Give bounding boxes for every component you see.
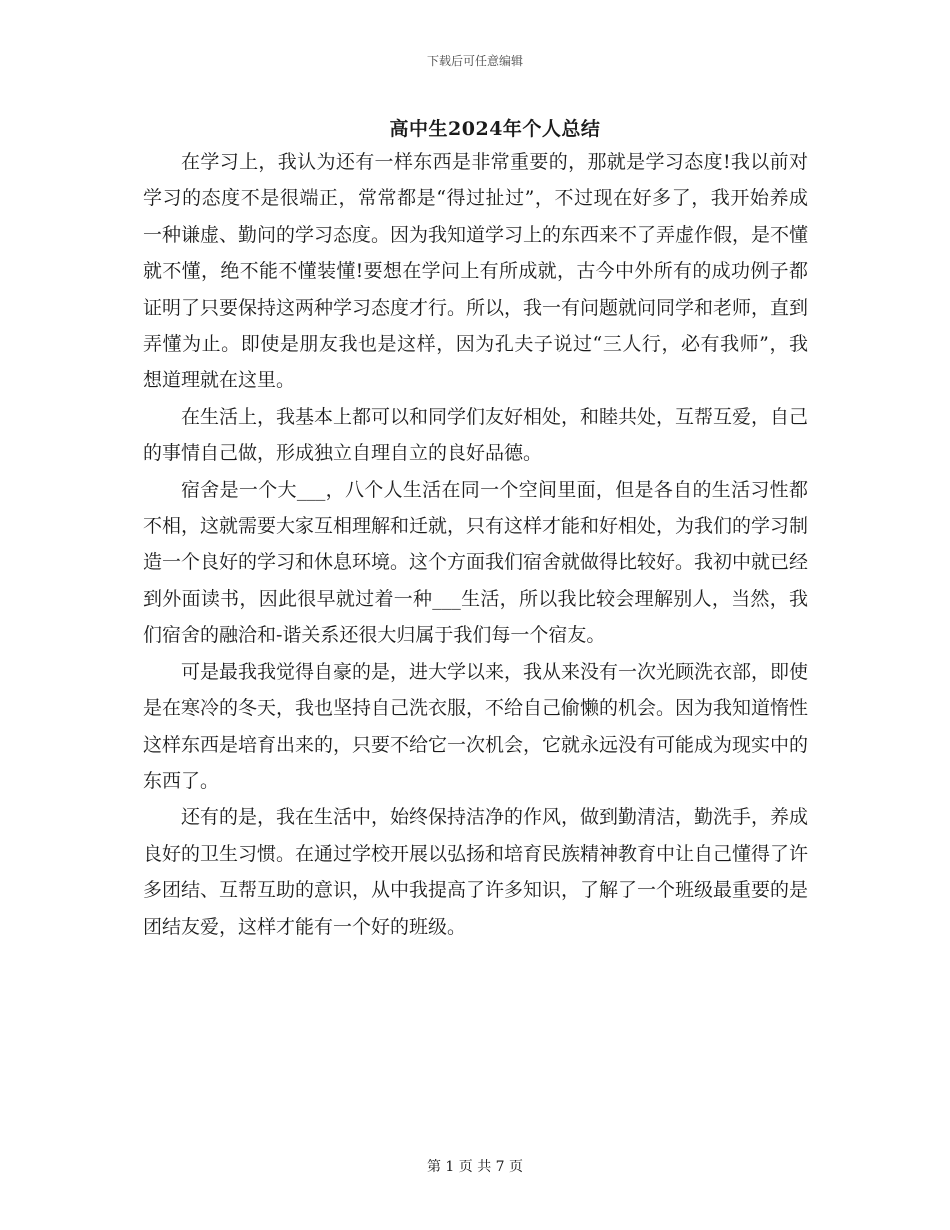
paragraph-hygiene: 还有的是，我在生活中，始终保持洁净的作风，做到勤清洁，勤洗手，养成良好的卫生习惯。在通过学校开展以弘扬和培育民族精神教育中让自己懂得了许多团结、互帮互助的意识，从中我提高了许多知识，了解了一个班级最重要的是团结友爱，这样才能有一个好的班级。	[143, 806, 809, 938]
document-body	[143, 144, 808, 945]
page-header: 下载后可任意编辑	[426, 54, 523, 68]
paragraph-dormitory: 宿舍是一个大___，八个人生活在同一个空间里面，但是各自的生活习性都不相，这就需要大家互相理解和迁就，只有这样才能和好相处，为我们的学习制造一个良好的学习和休息环境。这个方面我们宿舍就做得比较好。我初中就已经到外面读书，因此很早就过着一种___生活，所以我比较会理解别人，当然，我们宿舍的融洽和-谐关系还很大归属于我们每一个宿友。	[143, 478, 809, 647]
paragraph-study-attitude: 在学习上，我认为还有一样东西是非常重要的，那就是学习态度!我以前对学习的态度不是很端正，常常都是“得过扯过”，不过现在好多了，我开始养成一种谦虚、勤问的学习态度。因为我知道学习上的东西来不了弄虚作假，是不懂就不懂，绝不能不懂装懂!要想在学问上有所成就，古今中外所有的成功例子都证明了只要保持这两种学习态度才行。所以，我一有问题就问同学和老师，直到弄懂为止。即使是朋友我也是这样，因为孔夫子说过“三人行，必有我师”，我想道理就在这里。	[143, 151, 809, 392]
paragraph-laundry: 可是最我我觉得自豪的是，进大学以来，我从来没有一次光顾洗衣部，即使是在寒冷的冬天，我也坚持自己洗衣服，不给自己偷懒的机会。因为我知道惰性这样东西是培育出来的，只要不给它一次机会，它就永远没有可能成为现实中的东西了。	[143, 660, 809, 792]
page-number: 第 1 页 共 7 页	[426, 1159, 524, 1175]
document-title: 高中生2024年个人总结	[389, 118, 601, 140]
paragraph-life: 在生活上，我基本上都可以和同学们友好相处，和睦共处，互帮互爱，自己的事情自己做，形成独立自理自立的良好品德。	[143, 405, 809, 465]
